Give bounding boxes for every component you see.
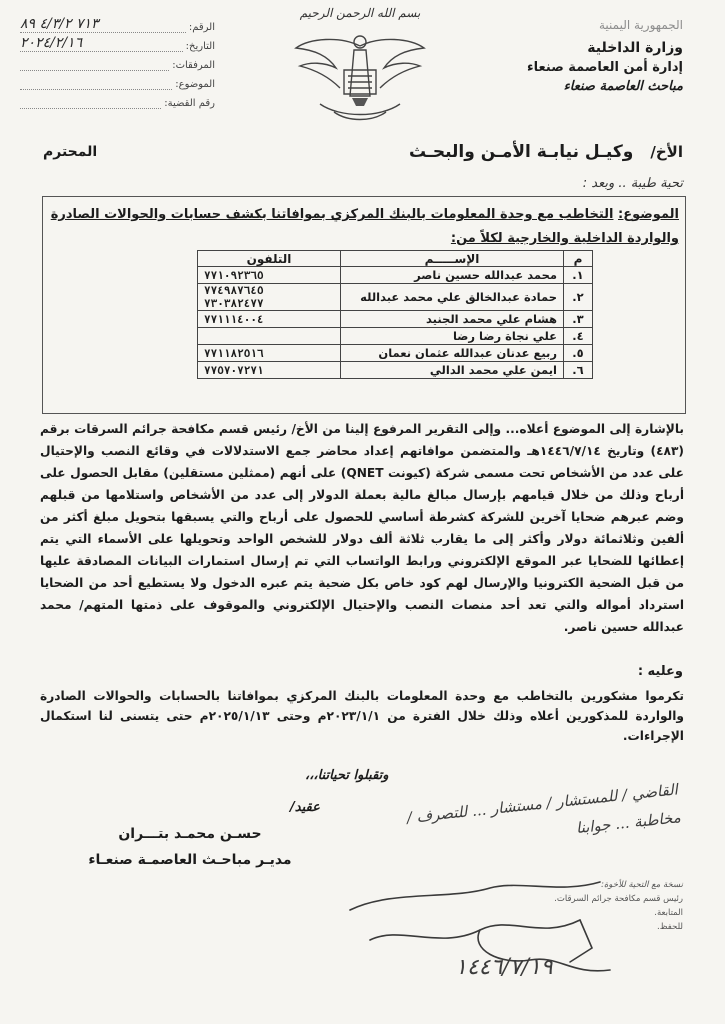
person-name: علي نجاة رضا رضا xyxy=(341,328,564,345)
row-number: ٥. xyxy=(564,345,593,362)
person-phone xyxy=(198,267,341,284)
salutation: الأخ/ xyxy=(650,143,683,161)
person-name: ايمن علي محمد الدالي xyxy=(341,362,564,379)
closing-regards: وتقبلوا تحياتنا،،، xyxy=(305,768,389,783)
letterhead-ministry xyxy=(493,18,683,94)
person-name: حمادة عبدالخالق علي محمد عبدالله xyxy=(341,284,564,311)
subject-label: الموضوع: xyxy=(618,207,679,222)
row-number: ٢. xyxy=(564,284,593,311)
meta-label: المرفقات: xyxy=(172,60,215,71)
copies-item: المتابعة. xyxy=(654,908,683,918)
greeting: تحية طيبة .. وبعد : xyxy=(582,176,683,191)
table-row xyxy=(198,311,593,328)
meta-case-number xyxy=(20,90,215,109)
phone-value: ٧٧٥٧٠٧٢٧١ xyxy=(204,363,264,377)
phone-value: ٧٧١٠٩٢٣٦٥ xyxy=(204,268,264,282)
phone-value: ٧٧١١٨٢٥١٦ xyxy=(204,346,264,360)
person-name: محمد عبدالله حسين ناصر xyxy=(341,267,564,284)
meta-value xyxy=(20,55,169,71)
basmala: بسم الله الرحمن الرحيم xyxy=(299,6,421,20)
phone-value: ٧٣٠٣٨٢٤٧٧ xyxy=(204,297,264,310)
meta-value xyxy=(20,93,161,109)
meta-label: رقم القضية: xyxy=(164,98,215,109)
table-row xyxy=(198,328,593,345)
request-paragraph: تكرموا مشكورين بالتخاطب مع وحدة المعلومات بالبنك المركزي بموافاتنا بالحسابات والحوالات الصادرة والواردة للمذكورين أعلاه وذلك خلال الفترة من ٢٠٢٣/١/١م وحتى ٢٠٢٥/١/١٣م حتى يتسنى لنا استكمال الإجراءات. xyxy=(40,689,684,743)
persons-table xyxy=(197,250,593,379)
phone-value: ٧٧١١١٤٠٠٤ xyxy=(204,312,264,326)
person-phone xyxy=(198,284,341,311)
meta-label: التاريخ: xyxy=(185,41,215,52)
person-name: ربيع عدنان عبدالله عثمان نعمان xyxy=(341,345,564,362)
table-row xyxy=(198,267,593,284)
person-name: هشام علي محمد الجنيد xyxy=(341,311,564,328)
copies-title: نسخة مع التحية للأخوة: xyxy=(601,880,683,890)
meta-label: الموضوع: xyxy=(175,79,215,90)
row-number: ٦. xyxy=(564,362,593,379)
column-header-name: الإســـــم xyxy=(341,251,564,267)
handwritten-note: القاضي / للمستشار / مستشار ... للتصرف / مخاطبة ... جوابنا xyxy=(405,780,682,838)
table-row xyxy=(198,345,593,362)
meta-date xyxy=(20,33,215,52)
column-header-phone: التلفون xyxy=(198,251,341,267)
meta-value: ۸۹ ٤/۳/۲ ۷۱۳ xyxy=(20,17,186,33)
person-phone xyxy=(198,345,341,362)
person-phone xyxy=(198,311,341,328)
respect-word: المحترم xyxy=(43,144,98,160)
republic-name: الجمهورية اليمنية xyxy=(598,18,683,32)
subject-text: التخاطب مع وحدة المعلومات بالبنك المركزي بموافاتنا بكشف حسابات والحوالات الصادرة والواردة الداخلية والخارجية لكلاً من: xyxy=(50,207,679,246)
recipient: وكيـل نيابـة الأمـن والبحـث xyxy=(409,142,634,162)
subject-line xyxy=(49,203,679,251)
signatory-rank: عقيد/ xyxy=(290,800,320,815)
column-header-number: م xyxy=(564,251,593,267)
row-number: ١. xyxy=(564,267,593,284)
phone-value: ٧٧٤٩٨٧٦٤٥ xyxy=(204,284,264,297)
copies-item: للحفظ. xyxy=(657,922,683,932)
person-phone xyxy=(198,362,341,379)
table-header-row xyxy=(198,251,593,267)
addressee-line xyxy=(43,142,683,162)
row-number: ٤. xyxy=(564,328,593,345)
row-number: ٣. xyxy=(564,311,593,328)
meta-value: ۲۰۲٤/۲/۱٦ xyxy=(20,36,183,52)
reference-block xyxy=(20,14,215,109)
ministry-name: وزارة الداخلية xyxy=(587,40,683,56)
table-row xyxy=(198,362,593,379)
meta-number xyxy=(20,14,215,33)
division-name: مباحث العاصمة صنعاء xyxy=(563,79,683,94)
signatory-title: مديـر مباحـث العاصمـة صنعـاء xyxy=(88,852,292,868)
person-phone xyxy=(198,328,341,345)
meta-label: الرقم: xyxy=(188,22,215,33)
meta-subject xyxy=(20,71,215,90)
eagle-emblem-icon xyxy=(290,26,430,136)
handwritten-date: ١٤٤٦/٧/١٩ xyxy=(455,955,553,980)
department-name: إدارة أمن العاصمة صنعاء xyxy=(527,60,683,75)
copies-item: رئيس قسم مكافحة جرائم السرقات. xyxy=(554,894,683,904)
meta-attachments xyxy=(20,52,215,71)
and-accordingly: وعليه : xyxy=(637,664,683,679)
signature-scribble-icon xyxy=(330,870,630,1000)
meta-value xyxy=(20,74,172,90)
body-paragraph: بالإشارة إلى الموضوع أعلاه... وإلى التقرير المرفوع إلينا من الأخ/ رئيس قسم مكافحة جرائم السرقات برقم (٤٨٣) وتاريخ ١٤٤٦/٧/١٤هـ والمتضمن موافاتهم إعداد محاضر جمع الاستدلالات في وقائع النصب والإحتيال على عدد من الأشخاص تحت مسمى شركة (كيونت QNET) على أنهم (ممثلين مستقلين) مقابل الحصول على أرباح وذلك من خلال قيامهم بإرسال مبالغ مالية بعملة الدولار إلى عدد من الأشخاص واستلامها من قبلهم وضم عبرهم ضحايا آخرين للشركة كشرطة أساسي للحصول على أرباح والتي يسبقها بتحويل مبلغ أكثر من ألفين وثلاثمائة دولار وأكثر إلى ما يقارب ثلاثة ألف دولار للشخص الواحد وتحويلها على الأسماء التي يتم إعطائها للضحايا عبر الموقع الإلكتروني ورابط الواتساب التي تم إرسال استمارات البيانات المصادقة عليها من قبل الضحية الكترونيا والإرسال لهم كود خاص بكل ضحية يتم عبره الدخول ولا يستطيع أحد من الضحايا استرداد أمواله والتي تعد أحد منصات النصب والإحتيال الإلكتروني والموقوف على ذمتها المتهم/ محمد عبدالله حسين ناصر. xyxy=(40,422,684,634)
signatory-name: حسـن محمـد بتـــران xyxy=(118,826,262,842)
table-row xyxy=(198,284,593,311)
